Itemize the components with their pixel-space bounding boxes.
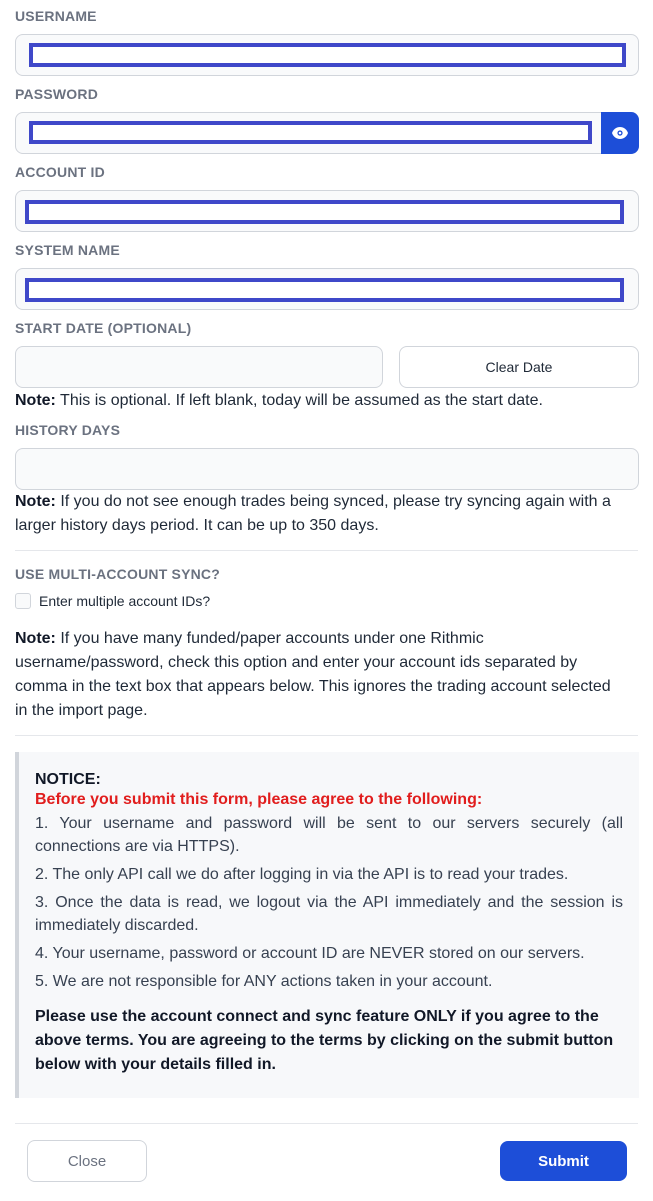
username-input[interactable] xyxy=(15,34,639,76)
start-date-note: Note: This is optional. If left blank, today will be assumed as the start date. xyxy=(15,392,543,409)
multi-account-checkbox[interactable] xyxy=(15,593,31,609)
redacted-value xyxy=(29,43,626,67)
password-label: PASSWORD xyxy=(15,86,99,102)
divider xyxy=(15,1123,638,1124)
notice-item: 5. We are not responsible for ANY actions taken in your account. xyxy=(35,973,493,990)
multi-account-checkbox-label[interactable]: Enter multiple account IDs? xyxy=(39,593,211,609)
password-toggle-button[interactable] xyxy=(601,112,639,154)
multi-account-note: Note: If you have many funded/paper accounts under one Rithmic username/password, check this option and enter your account ids separated by comma in the text box that appears below. This ignores the trading account selected in the import page. xyxy=(15,630,611,719)
divider xyxy=(15,735,638,736)
notice-item: 2. The only API call we do after logging in via the API is to read your trades. xyxy=(35,866,569,883)
redacted-value xyxy=(29,121,592,144)
notice-warning: Before you submit this form, please agree to the following: xyxy=(35,791,483,808)
account-id-label: ACCOUNT ID xyxy=(15,164,105,180)
eye-icon xyxy=(612,127,628,139)
system-name-input[interactable] xyxy=(15,268,639,310)
close-button[interactable]: Close xyxy=(27,1140,147,1182)
redacted-value xyxy=(25,200,624,224)
history-days-note: Note: If you do not see enough trades being synced, please try syncing again with a larger history days period. It can be up to 350 days. xyxy=(15,493,611,534)
notice-item: 1. Your username and password will be sent to our servers securely (all connections are via HTTPS). xyxy=(35,815,623,855)
notice-panel xyxy=(15,752,639,1098)
notice-item: 4. Your username, password or account ID are NEVER stored on our servers. xyxy=(35,945,585,962)
password-input[interactable] xyxy=(15,112,639,154)
system-name-label: SYSTEM NAME xyxy=(15,242,120,258)
multi-account-label: USE MULTI-ACCOUNT SYNC? xyxy=(15,566,220,582)
submit-button[interactable]: Submit xyxy=(500,1141,627,1181)
history-days-label: HISTORY DAYS xyxy=(15,422,121,438)
notice-item: 3. Once the data is read, we logout via the API immediately and the session is immediately discarded. xyxy=(35,894,623,934)
redacted-value xyxy=(25,278,624,302)
clear-date-button[interactable]: Clear Date xyxy=(399,346,639,388)
account-id-input[interactable] xyxy=(15,190,639,232)
history-days-input[interactable] xyxy=(15,448,639,490)
notice-agreement: Please use the account connect and sync feature ONLY if you agree to the above terms. You are agreeing to the terms by clicking on the submit button below with your details filled in. xyxy=(35,1008,614,1073)
divider xyxy=(15,550,638,551)
notice-title: NOTICE: xyxy=(35,771,101,788)
start-date-input[interactable] xyxy=(15,346,383,388)
username-label: USERNAME xyxy=(15,8,97,24)
start-date-label: START DATE (OPTIONAL) xyxy=(15,320,192,336)
